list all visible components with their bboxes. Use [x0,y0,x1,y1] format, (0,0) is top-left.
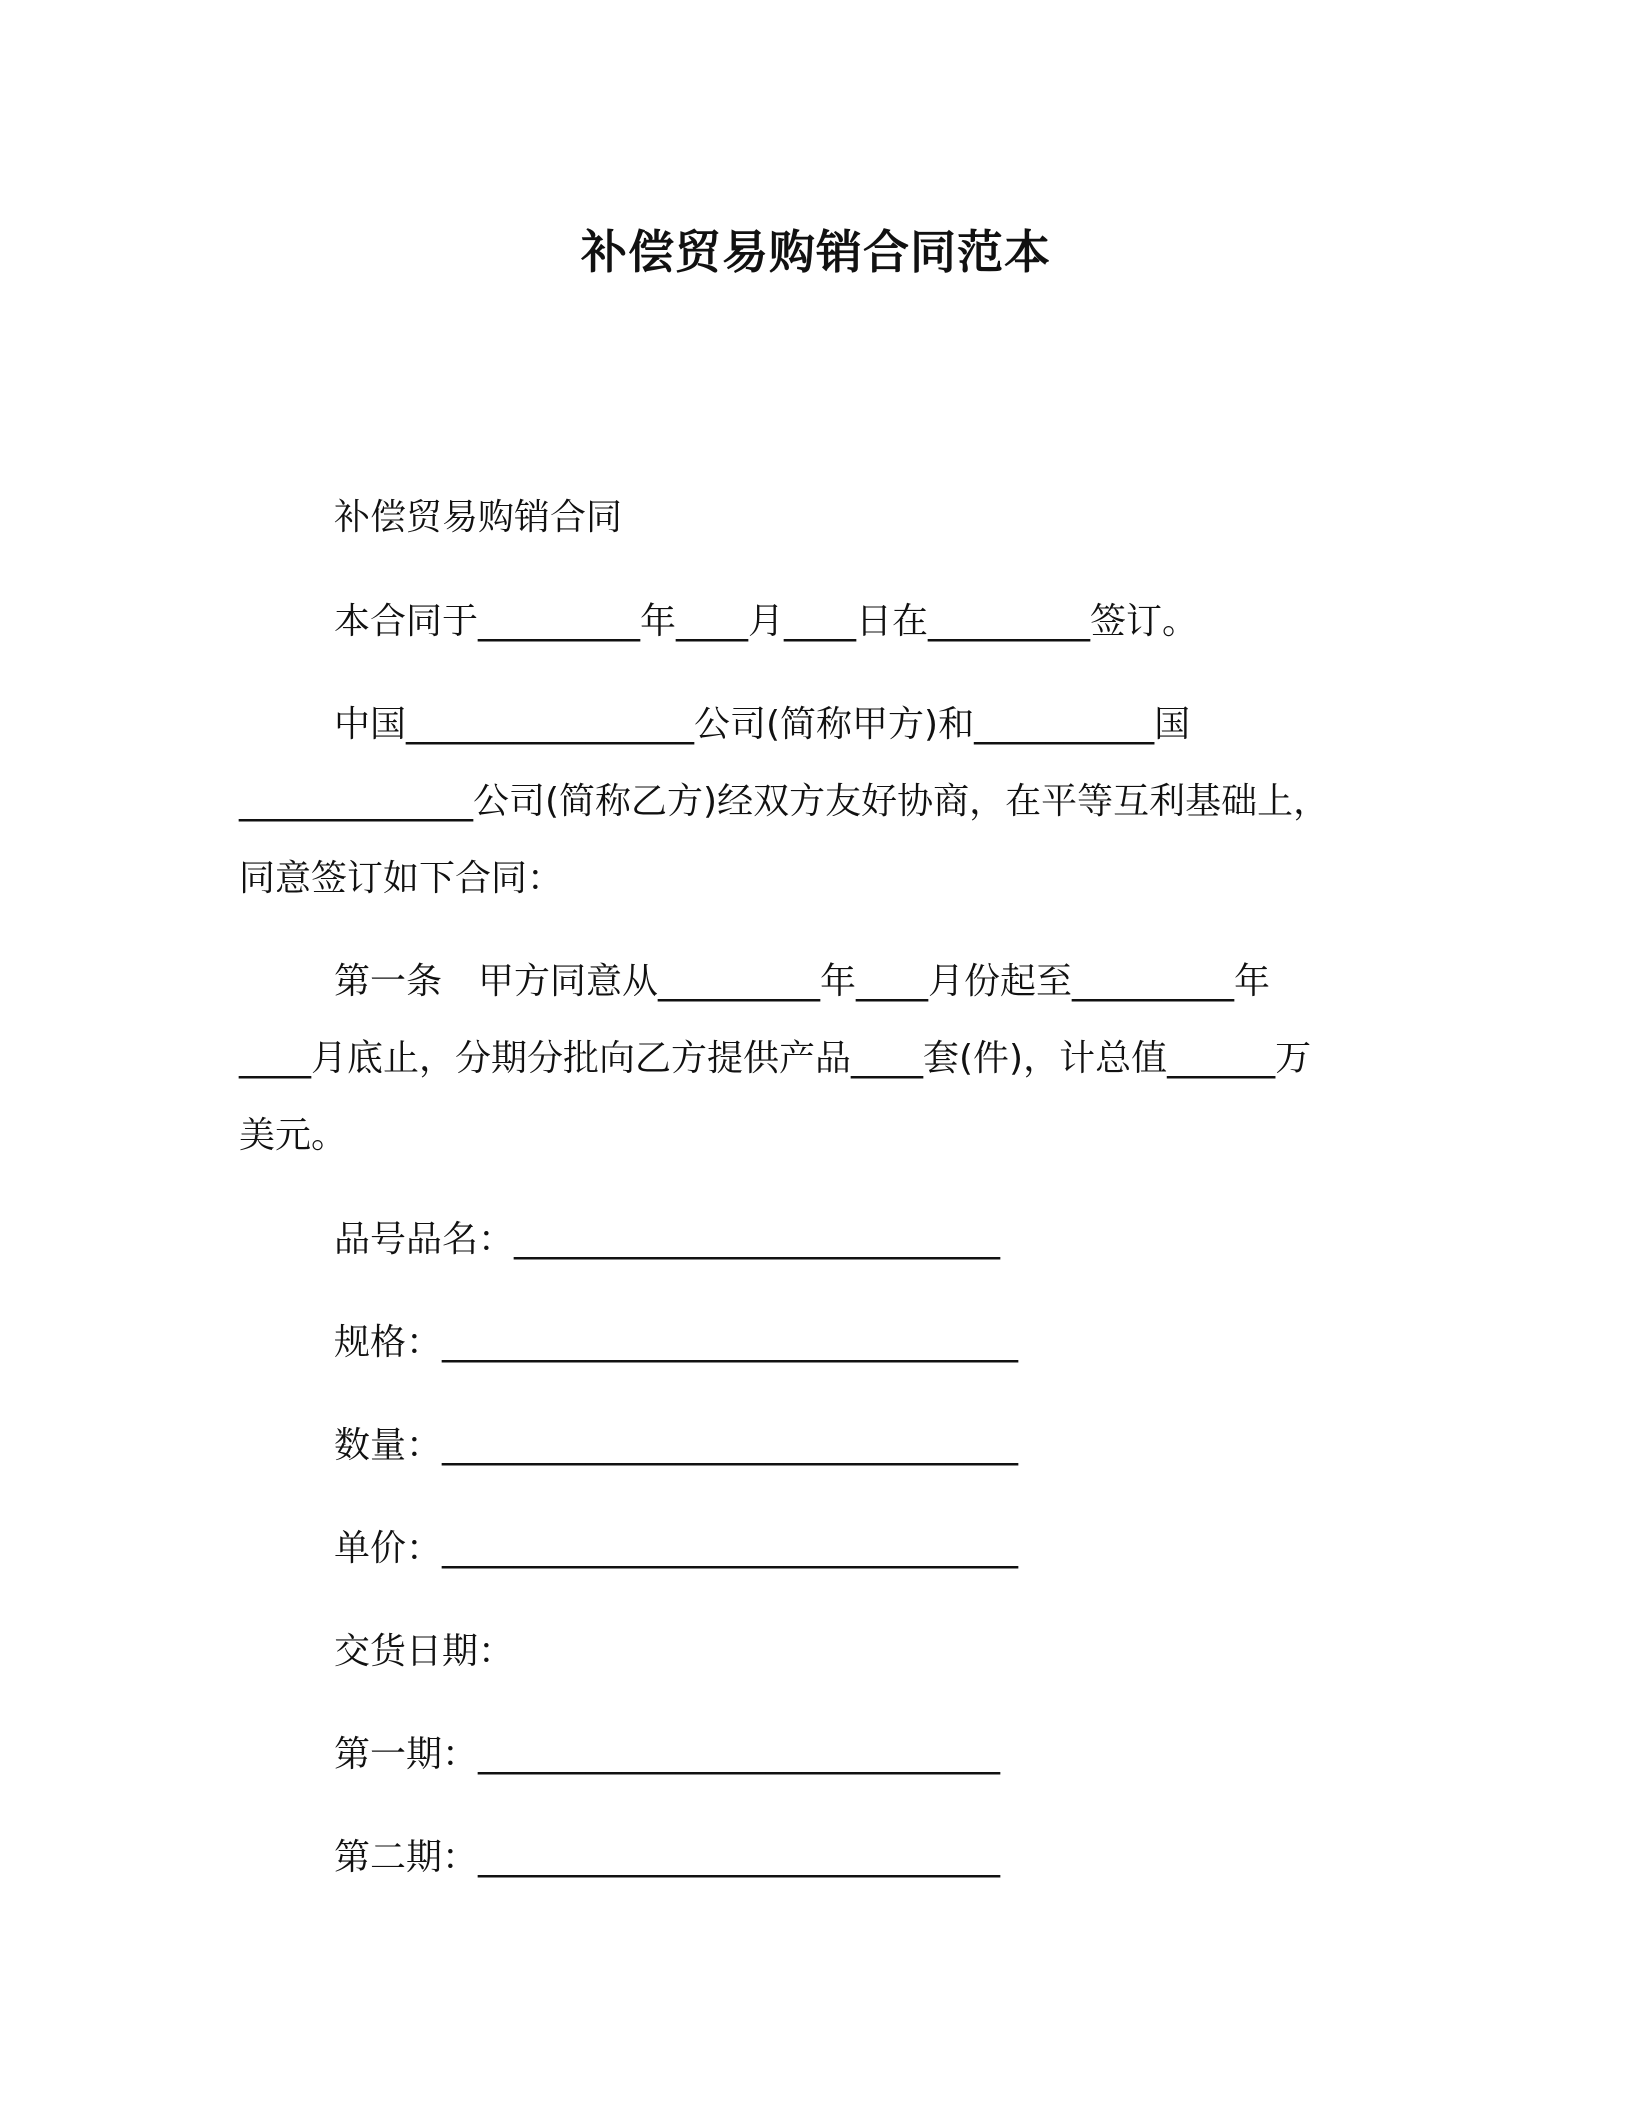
parties-line-3: 同意签订如下合同： [239,858,564,899]
unit-price-field: 单价：________________________________ [334,1528,1019,1569]
document-title: 补偿贸易购销合同范本 [581,225,1051,279]
article-one-line-3: 美元。 [239,1115,348,1156]
quantity-field: 数量：________________________________ [334,1425,1019,1466]
product-name-field: 品号品名：___________________________ [334,1219,1001,1260]
specification-field: 规格：________________________________ [334,1322,1019,1363]
signing-date-line: 本合同于_________年____月____日在_________签订。 [334,601,1199,642]
contract-heading: 补偿贸易购销合同 [334,497,623,538]
second-phase-field: 第二期：_____________________________ [334,1837,1001,1878]
delivery-date-label: 交货日期： [334,1631,515,1672]
article-one-line-1: 第一条 甲方同意从_________年____月份起至_________年 [334,961,1271,1002]
first-phase-field: 第一期：_____________________________ [334,1734,1001,1775]
article-one-line-2: ____月底止，分期分批向乙方提供产品____套(件)，计总值______万 [239,1038,1312,1079]
parties-line-2: _____________公司(简称乙方)经双方友好协商，在平等互利基础上， [239,781,1330,822]
parties-line-1: 中国________________公司(简称甲方)和__________国 [334,704,1191,745]
